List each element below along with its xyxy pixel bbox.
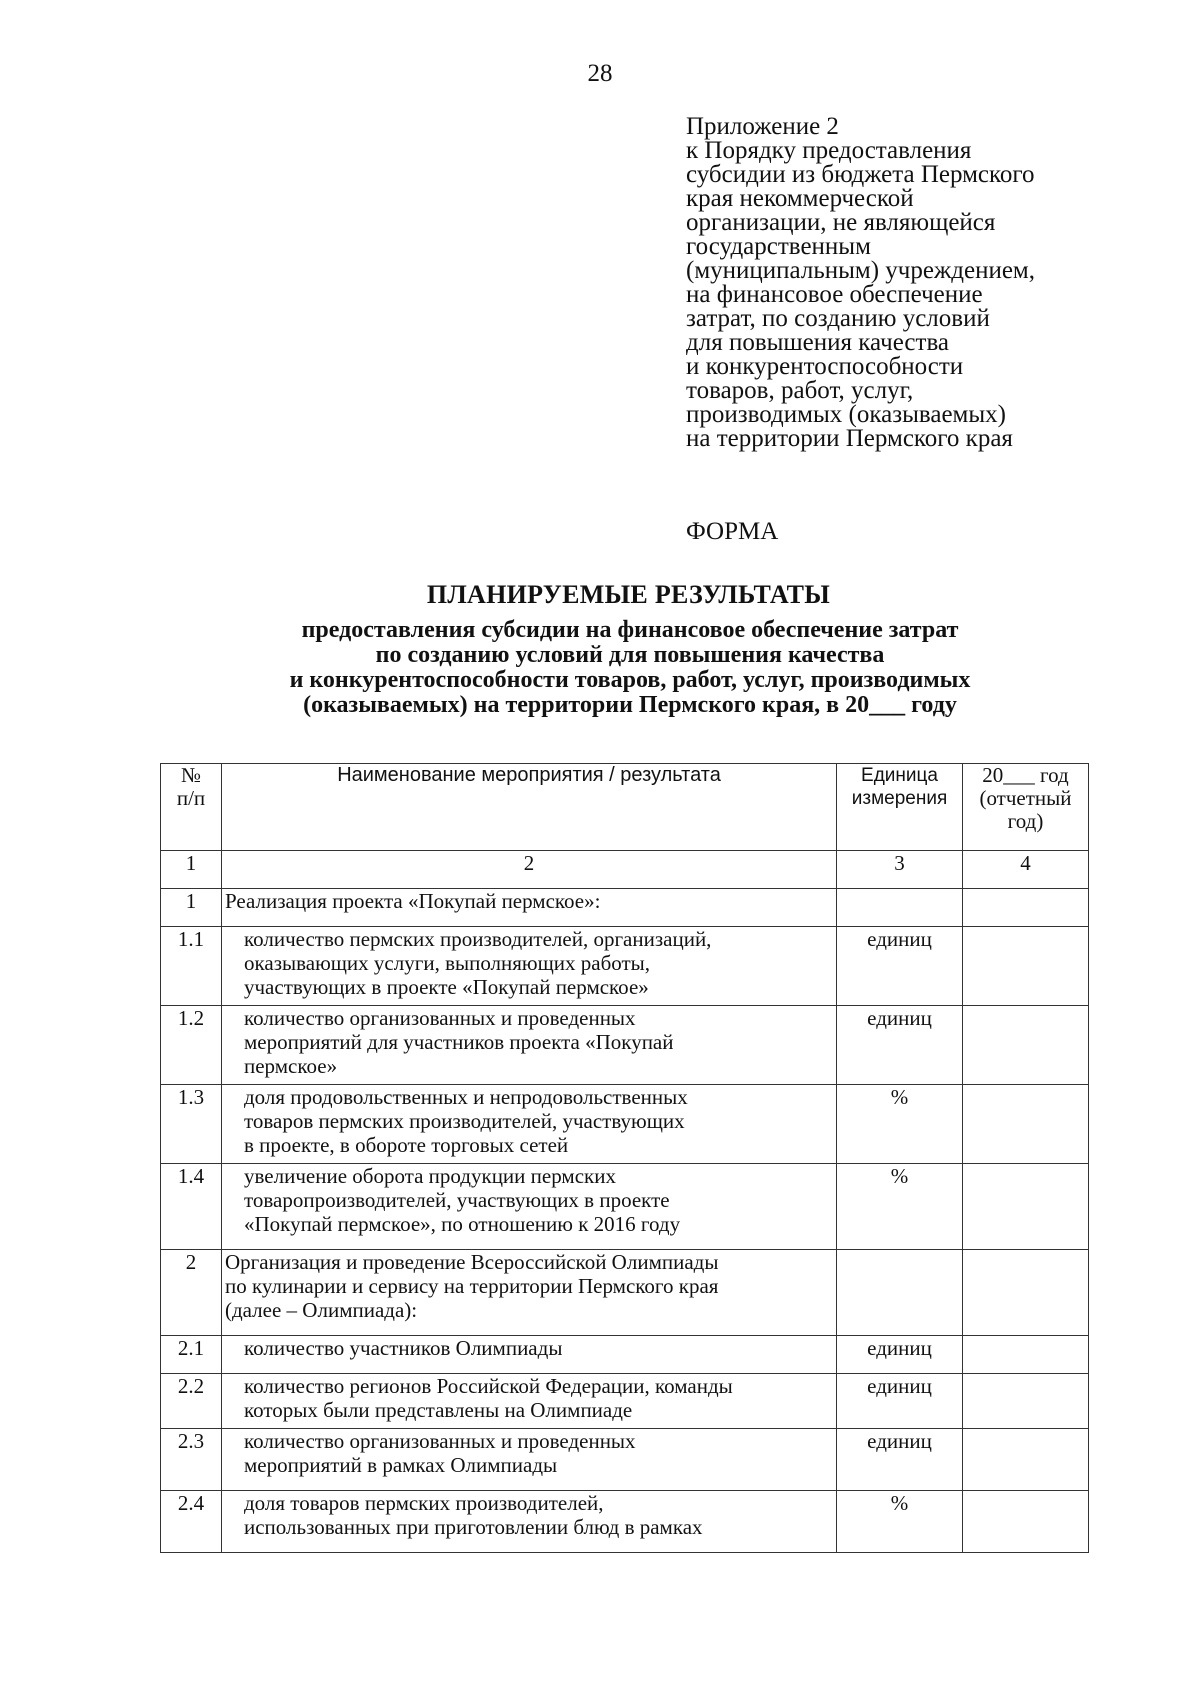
header-number: № п/п (161, 764, 222, 851)
table-row (161, 1429, 1089, 1491)
appendix-line: субсидии из бюджета Пермского (686, 161, 1035, 188)
row-unit: % (837, 1491, 963, 1553)
results-table (160, 763, 1089, 1553)
row-name: Организация и проведение Всероссийской Олимпиады по кулинарии и сервису на территории Пермского края (далее – Олимпиада): (222, 1250, 837, 1336)
document-title: ПЛАНИРУЕМЫЕ РЕЗУЛЬТАТЫ (426, 580, 831, 609)
row-number: 2.4 (161, 1491, 222, 1553)
table-row (161, 1164, 1089, 1250)
row-number: 1.1 (161, 927, 222, 1006)
appendix-line: и конкурентоспособности (686, 353, 964, 380)
row-name: количество организованных и проведенных мероприятий для участников проекта «Покупай пермское» (222, 1006, 837, 1085)
column-index: 4 (963, 851, 1089, 889)
appendix-line: (муниципальным) учреждением, (686, 257, 1035, 284)
appendix-line: затрат, по созданию условий (686, 305, 990, 332)
row-unit: % (837, 1164, 963, 1250)
column-index-row (161, 851, 1089, 889)
row-unit: единиц (837, 927, 963, 1006)
appendix-line: к Порядку предоставления (686, 137, 972, 164)
subtitle-line: и конкурентоспособности товаров, работ, услуг, производимых (289, 667, 971, 693)
appendix-line: для повышения качества (686, 329, 950, 356)
row-value[interactable] (963, 1336, 1089, 1374)
header-name: Наименование мероприятия / результата (222, 764, 837, 851)
row-name: количество пермских производителей, организаций, оказывающих услуги, выполняющих работы, участвующих в проекте «Покупай пермское» (222, 927, 837, 1006)
appendix-line: на финансовое обеспечение (686, 281, 983, 308)
appendix-line: Приложение 2 (686, 113, 839, 140)
appendix-note (686, 115, 1106, 451)
page-number: 28 (587, 60, 613, 87)
row-number: 1.3 (161, 1085, 222, 1164)
form-label: ФОРМА (686, 518, 779, 545)
row-number: 2.2 (161, 1374, 222, 1429)
document-subtitle (180, 618, 1080, 718)
row-value[interactable] (963, 927, 1089, 1006)
row-name: Реализация проекта «Покупай пермское»: (222, 889, 837, 927)
row-name: увеличение оборота продукции пермских товаропроизводителей, участвующих в проекте «Покупай пермское», по отношению к 2016 году (222, 1164, 837, 1250)
row-number: 2 (161, 1250, 222, 1336)
appendix-line: государственным (686, 233, 871, 260)
row-unit (837, 889, 963, 927)
table-row (161, 1250, 1089, 1336)
table-row (161, 1374, 1089, 1429)
header-value: 20___ год (отчетный год) (963, 764, 1089, 851)
subtitle-line: по созданию условий для повышения качества (375, 642, 885, 668)
row-unit: единиц (837, 1429, 963, 1491)
subtitle-line: (оказываемых) на территории Пермского края, в 20___ году (303, 692, 957, 718)
row-name: количество организованных и проведенных мероприятий в рамках Олимпиады (222, 1429, 837, 1491)
table-row (161, 1336, 1089, 1374)
row-unit: единиц (837, 1336, 963, 1374)
table-row (161, 1491, 1089, 1553)
column-index: 3 (837, 851, 963, 889)
appendix-line: организации, не являющейся (686, 209, 996, 236)
row-number: 1.4 (161, 1164, 222, 1250)
table-header-row (161, 764, 1089, 851)
row-unit: единиц (837, 1006, 963, 1085)
column-index: 1 (161, 851, 222, 889)
column-index: 2 (222, 851, 837, 889)
row-number: 1.2 (161, 1006, 222, 1085)
row-value[interactable] (963, 889, 1089, 927)
appendix-line: производимых (оказываемых) (686, 401, 1006, 428)
row-name: доля товаров пермских производителей, использованных при приготовлении блюд в рамках (222, 1491, 837, 1553)
row-unit (837, 1250, 963, 1336)
row-name: количество участников Олимпиады (222, 1336, 837, 1374)
row-value[interactable] (963, 1491, 1089, 1553)
table-row (161, 1006, 1089, 1085)
row-number: 2.1 (161, 1336, 222, 1374)
row-number: 2.3 (161, 1429, 222, 1491)
row-value[interactable] (963, 1250, 1089, 1336)
row-name: доля продовольственных и непродовольственных товаров пермских производителей, участвующих в проекте, в обороте торговых сетей (222, 1085, 837, 1164)
row-number: 1 (161, 889, 222, 927)
header-unit: Единица измерения (837, 764, 963, 851)
row-value[interactable] (963, 1085, 1089, 1164)
table-row (161, 927, 1089, 1006)
row-unit: единиц (837, 1374, 963, 1429)
table-row (161, 889, 1089, 927)
appendix-line: края некоммерческой (686, 185, 914, 212)
appendix-line: на территории Пермского края (686, 425, 1013, 452)
subtitle-line: предоставления субсидии на финансовое обеспечение затрат (301, 617, 959, 643)
table-row (161, 1085, 1089, 1164)
row-value[interactable] (963, 1006, 1089, 1085)
row-name: количество регионов Российской Федерации, команды которых были представлены на Олимпиаде (222, 1374, 837, 1429)
row-unit: % (837, 1085, 963, 1164)
appendix-line: товаров, работ, услуг, (686, 377, 914, 404)
row-value[interactable] (963, 1164, 1089, 1250)
row-value[interactable] (963, 1429, 1089, 1491)
row-value[interactable] (963, 1374, 1089, 1429)
